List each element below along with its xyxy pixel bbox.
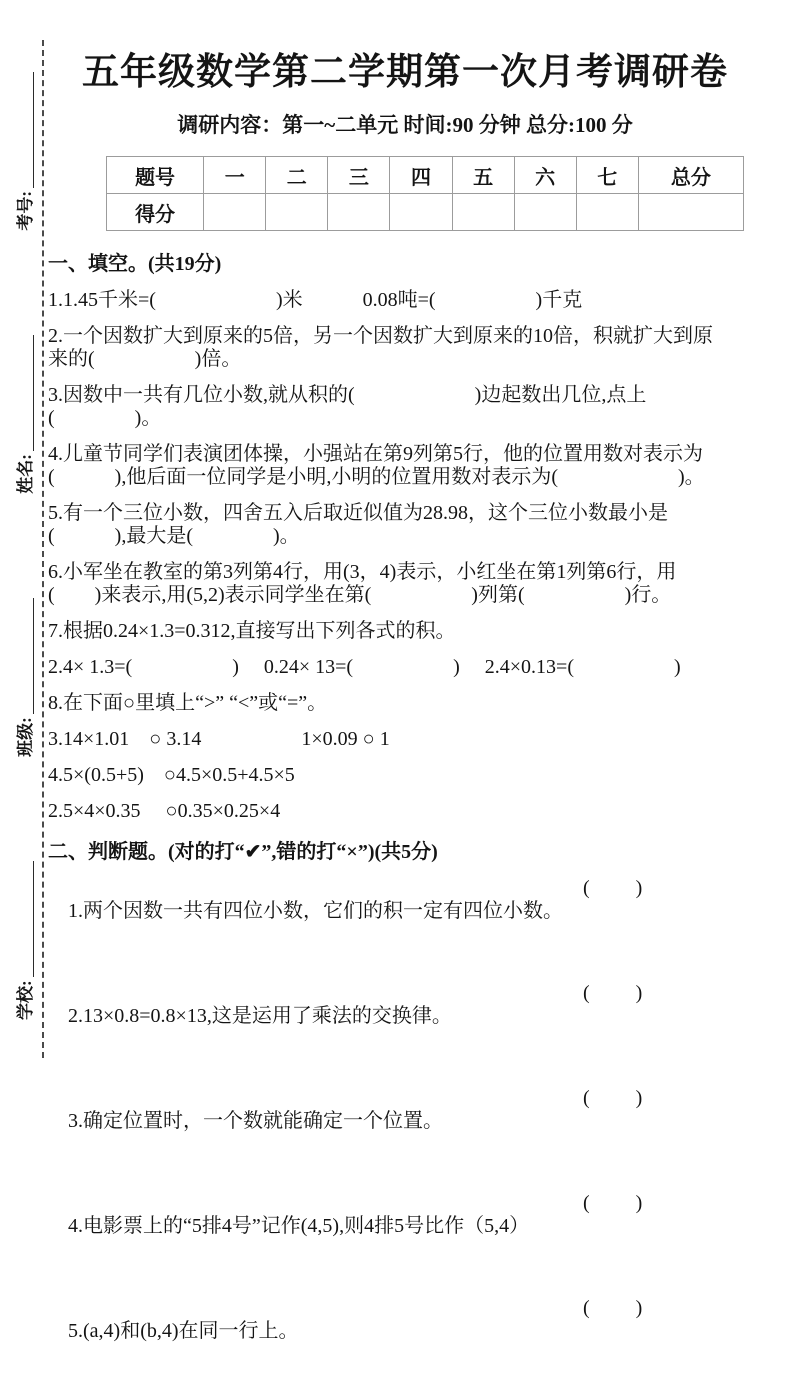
sidebar-field-name xyxy=(11,335,36,494)
question-line: ( ),他后面一位同学是小明,小明的位置用数对表示为( )。 xyxy=(48,466,705,488)
school-blank-line xyxy=(31,861,34,977)
score-empty-cell xyxy=(576,194,638,231)
question-line: 5.有一个三位小数，四舍五入后取近似值为28.98，这个三位小数最小是 xyxy=(48,502,668,524)
score-table-cell-total: 总分 xyxy=(638,157,743,194)
score-table xyxy=(106,156,744,231)
exam-info-line: 调研内容：第一~二单元 时间:90 分钟 总分:100 分 xyxy=(177,113,633,137)
question-line: ( ),最大是( )。 xyxy=(48,525,300,547)
question-7-expressions xyxy=(48,656,762,679)
section1-heading: 一、填空。(共19分) xyxy=(48,253,222,275)
question-7 xyxy=(48,620,762,643)
score-table-cell: 一 xyxy=(204,157,266,194)
judgment-text: 1.两个因数一共有四位小数，它们的积一定有四位小数。 xyxy=(68,900,563,922)
judgment-text: 4.电影票上的“5排4号”记作(4,5),则4排5号比作（5,4） xyxy=(68,1215,530,1237)
score-empty-cell xyxy=(638,194,743,231)
question-line: 2.一个因数扩大到原来的5倍，另一个因数扩大到原来的10倍，积就扩大到原 xyxy=(48,325,713,347)
question-4 xyxy=(48,443,762,489)
name-label: 姓名: xyxy=(16,454,35,494)
exam-number-blank-line xyxy=(31,72,34,188)
score-table-score-row xyxy=(107,194,744,231)
answer-bracket: ( ) xyxy=(583,877,645,899)
question-line: 3.因数中一共有几位小数,就从积的( )边起数出几位,点上 xyxy=(48,384,647,406)
judgment-question-3 xyxy=(48,1087,762,1179)
question-line: 4.5×(0.5+5) ○4.5×0.5+4.5×5 xyxy=(48,764,295,786)
question-8-compare-row-3 xyxy=(48,800,762,823)
answer-bracket: ( ) xyxy=(583,1297,645,1319)
question-3 xyxy=(48,384,762,430)
score-table-header-row xyxy=(107,157,744,194)
question-line: 4.儿童节同学们表演团体操，小强站在第9列第5行，他的位置用数对表示为 xyxy=(48,443,703,465)
exam-content xyxy=(48,0,762,1389)
question-8-compare-row-2 xyxy=(48,764,762,787)
question-line: 7.根据0.24×1.3=0.312,直接写出下列各式的积。 xyxy=(48,620,456,642)
judgment-question-5 xyxy=(48,1297,762,1389)
score-table-cell: 五 xyxy=(452,157,514,194)
score-empty-cell xyxy=(266,194,328,231)
judgment-text: 3.确定位置时，一个数就能确定一个位置。 xyxy=(68,1110,443,1132)
question-line: 2.5×4×0.35 ○0.35×0.25×4 xyxy=(48,800,281,822)
school-label: 学校: xyxy=(16,980,35,1020)
exam-number-label: 考号: xyxy=(16,191,35,231)
class-blank-line xyxy=(31,598,34,714)
class-label: 班级: xyxy=(16,717,35,757)
answer-bracket: ( ) xyxy=(583,982,645,1004)
score-table-cell: 七 xyxy=(576,157,638,194)
judgment-text: 2.13×0.8=0.8×13,这是运用了乘法的交换律。 xyxy=(68,1005,452,1027)
score-table-cell: 三 xyxy=(328,157,390,194)
seal-dashed-line xyxy=(42,40,44,1058)
answer-bracket: ( ) xyxy=(583,1087,645,1109)
question-2 xyxy=(48,325,762,371)
question-line: ( )来表示,用(5,2)表示同学坐在第( )列第( )行。 xyxy=(48,584,672,606)
question-line: 8.在下面○里填上“>” “<”或“=”。 xyxy=(48,692,328,714)
score-label-cell: 得分 xyxy=(107,194,204,231)
question-line: ( )。 xyxy=(48,407,162,429)
judgment-question-4 xyxy=(48,1192,762,1284)
question-5 xyxy=(48,502,762,548)
question-line: 6.小军坐在教室的第3列第4行，用(3，4)表示，小红坐在第1列第6行，用 xyxy=(48,561,677,583)
score-table-cell-label: 题号 xyxy=(107,157,204,194)
sidebar-field-class xyxy=(11,598,36,757)
score-table-cell: 四 xyxy=(390,157,452,194)
score-empty-cell xyxy=(390,194,452,231)
name-blank-line xyxy=(31,335,34,451)
score-empty-cell xyxy=(514,194,576,231)
score-table-cell: 六 xyxy=(514,157,576,194)
score-table-cell: 二 xyxy=(266,157,328,194)
question-line: 3.14×1.01 ○ 3.14 1×0.09 ○ 1 xyxy=(48,728,390,750)
sidebar-field-school xyxy=(11,861,36,1020)
question-8-compare-row-1 xyxy=(48,728,762,751)
answer-bracket: ( ) xyxy=(583,1192,645,1214)
question-8 xyxy=(48,692,762,715)
question-1 xyxy=(48,289,762,312)
score-empty-cell xyxy=(204,194,266,231)
judgment-question-2 xyxy=(48,982,762,1074)
question-line: 来的( )倍。 xyxy=(48,348,242,370)
seal-sidebar xyxy=(2,72,36,1020)
score-empty-cell xyxy=(328,194,390,231)
judgment-question-1 xyxy=(48,877,762,969)
question-line: 1.1.45千米=( )米 0.08吨=( )千克 xyxy=(48,289,583,311)
score-empty-cell xyxy=(452,194,514,231)
sidebar-field-examno xyxy=(11,72,36,231)
page-title: 五年级数学第二学期第一次月考调研卷 xyxy=(82,52,728,93)
section2-heading: 二、判断题。(对的打“✔”,错的打“×”)(共5分) xyxy=(48,841,438,863)
judgment-text: 5.(a,4)和(b,4)在同一行上。 xyxy=(68,1320,299,1342)
question-6 xyxy=(48,561,762,607)
question-line: 2.4× 1.3=( ) 0.24× 13=( ) 2.4×0.13=( ) xyxy=(48,656,681,678)
